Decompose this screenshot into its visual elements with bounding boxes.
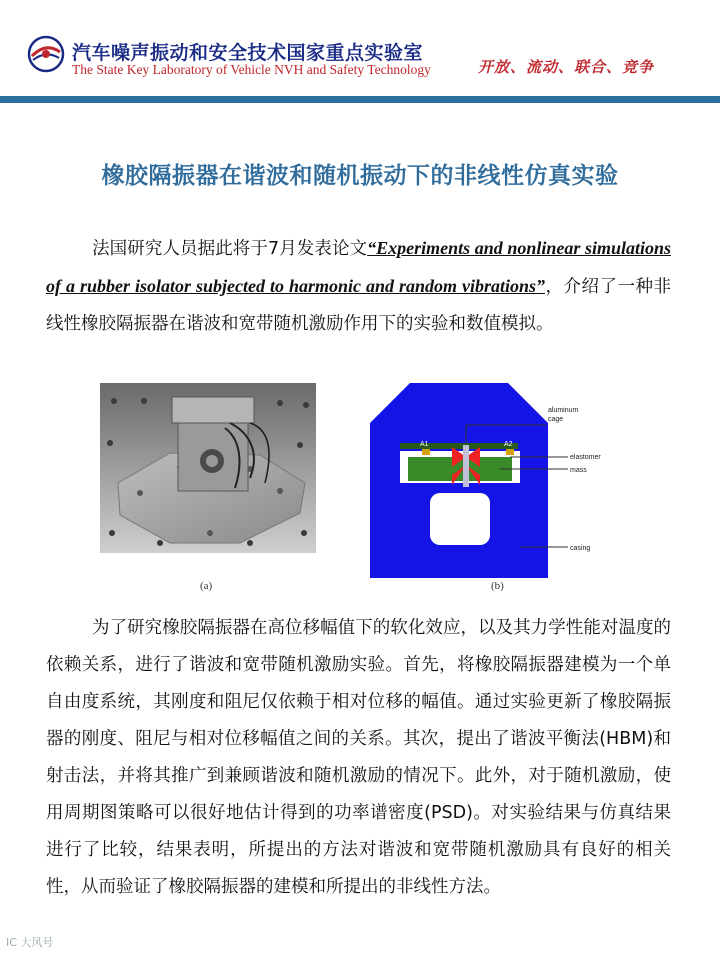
intro-tail: ，介绍了一种非线性橡胶隔振器在谐波和宽带随机激励作用下的实验和数值模拟。 — [46, 277, 672, 334]
label-elastomer: elastomer — [570, 454, 601, 461]
watermark: IC 大风号 — [6, 936, 54, 949]
figure-a-photo — [100, 383, 316, 553]
article-title: 橡胶隔振器在谐波和随机振动下的非线性仿真实验 — [101, 163, 619, 189]
figure-a-caption: (a) — [200, 580, 213, 592]
lab-slogan: 开放、流动、联合、竞争 — [478, 58, 655, 76]
label-cage: cage — [548, 416, 564, 423]
figure-b-caption: (b) — [491, 580, 504, 592]
label-casing: casing — [570, 545, 591, 552]
intro-paragraph — [46, 230, 671, 343]
lab-logo-icon — [26, 34, 66, 74]
body-paragraph — [46, 610, 671, 906]
figure-b-schematic — [370, 383, 628, 578]
paper-title: “Experiments and nonlinear simulations of a rubber isolator subjected to harmonic and random vibrations” — [46, 238, 671, 296]
lab-name-en: The State Key Laboratory of Vehicle NVH and Safety Technology — [72, 62, 431, 77]
label-mass: mass — [570, 467, 587, 474]
label-a2: A2 — [504, 441, 513, 448]
page-header — [0, 0, 720, 104]
label-aluminum: aluminum — [548, 407, 579, 414]
header-divider — [0, 96, 720, 103]
intro-lead: 法国研究人员据此将于7月发表论文 — [92, 239, 368, 259]
lab-name-cn: 汽车噪声振动和安全技术国家重点实验室 — [72, 42, 424, 64]
body-text: 为了研究橡胶隔振器在高位移幅值下的软化效应，以及其力学性能对温度的依赖关系，进行了谐波和宽带随机激励实验。首先，将橡胶隔振器建模为一个单自由度系统，其刚度和阻尼仅依赖于相对位移的幅值。通过实验更新了橡胶隔振器的刚度、阻尼与相对位移幅值之间的关系。其次，提出了谐波平衡法(HBM)和射击法，并将其推广到兼顾谐波和随机激励的情况下。此外，对于随机激励，使用周期图策略可以很好地估计得到的功率谱密度(PSD)。对实验结果与仿真结果进行了比较，结果表明，所提出的方法对谐波和宽带随机激励具有良好的相关性，从而验证了橡胶隔振器的建模和所提出的非线性方法。 — [46, 618, 671, 897]
label-a1: A1 — [420, 441, 429, 448]
